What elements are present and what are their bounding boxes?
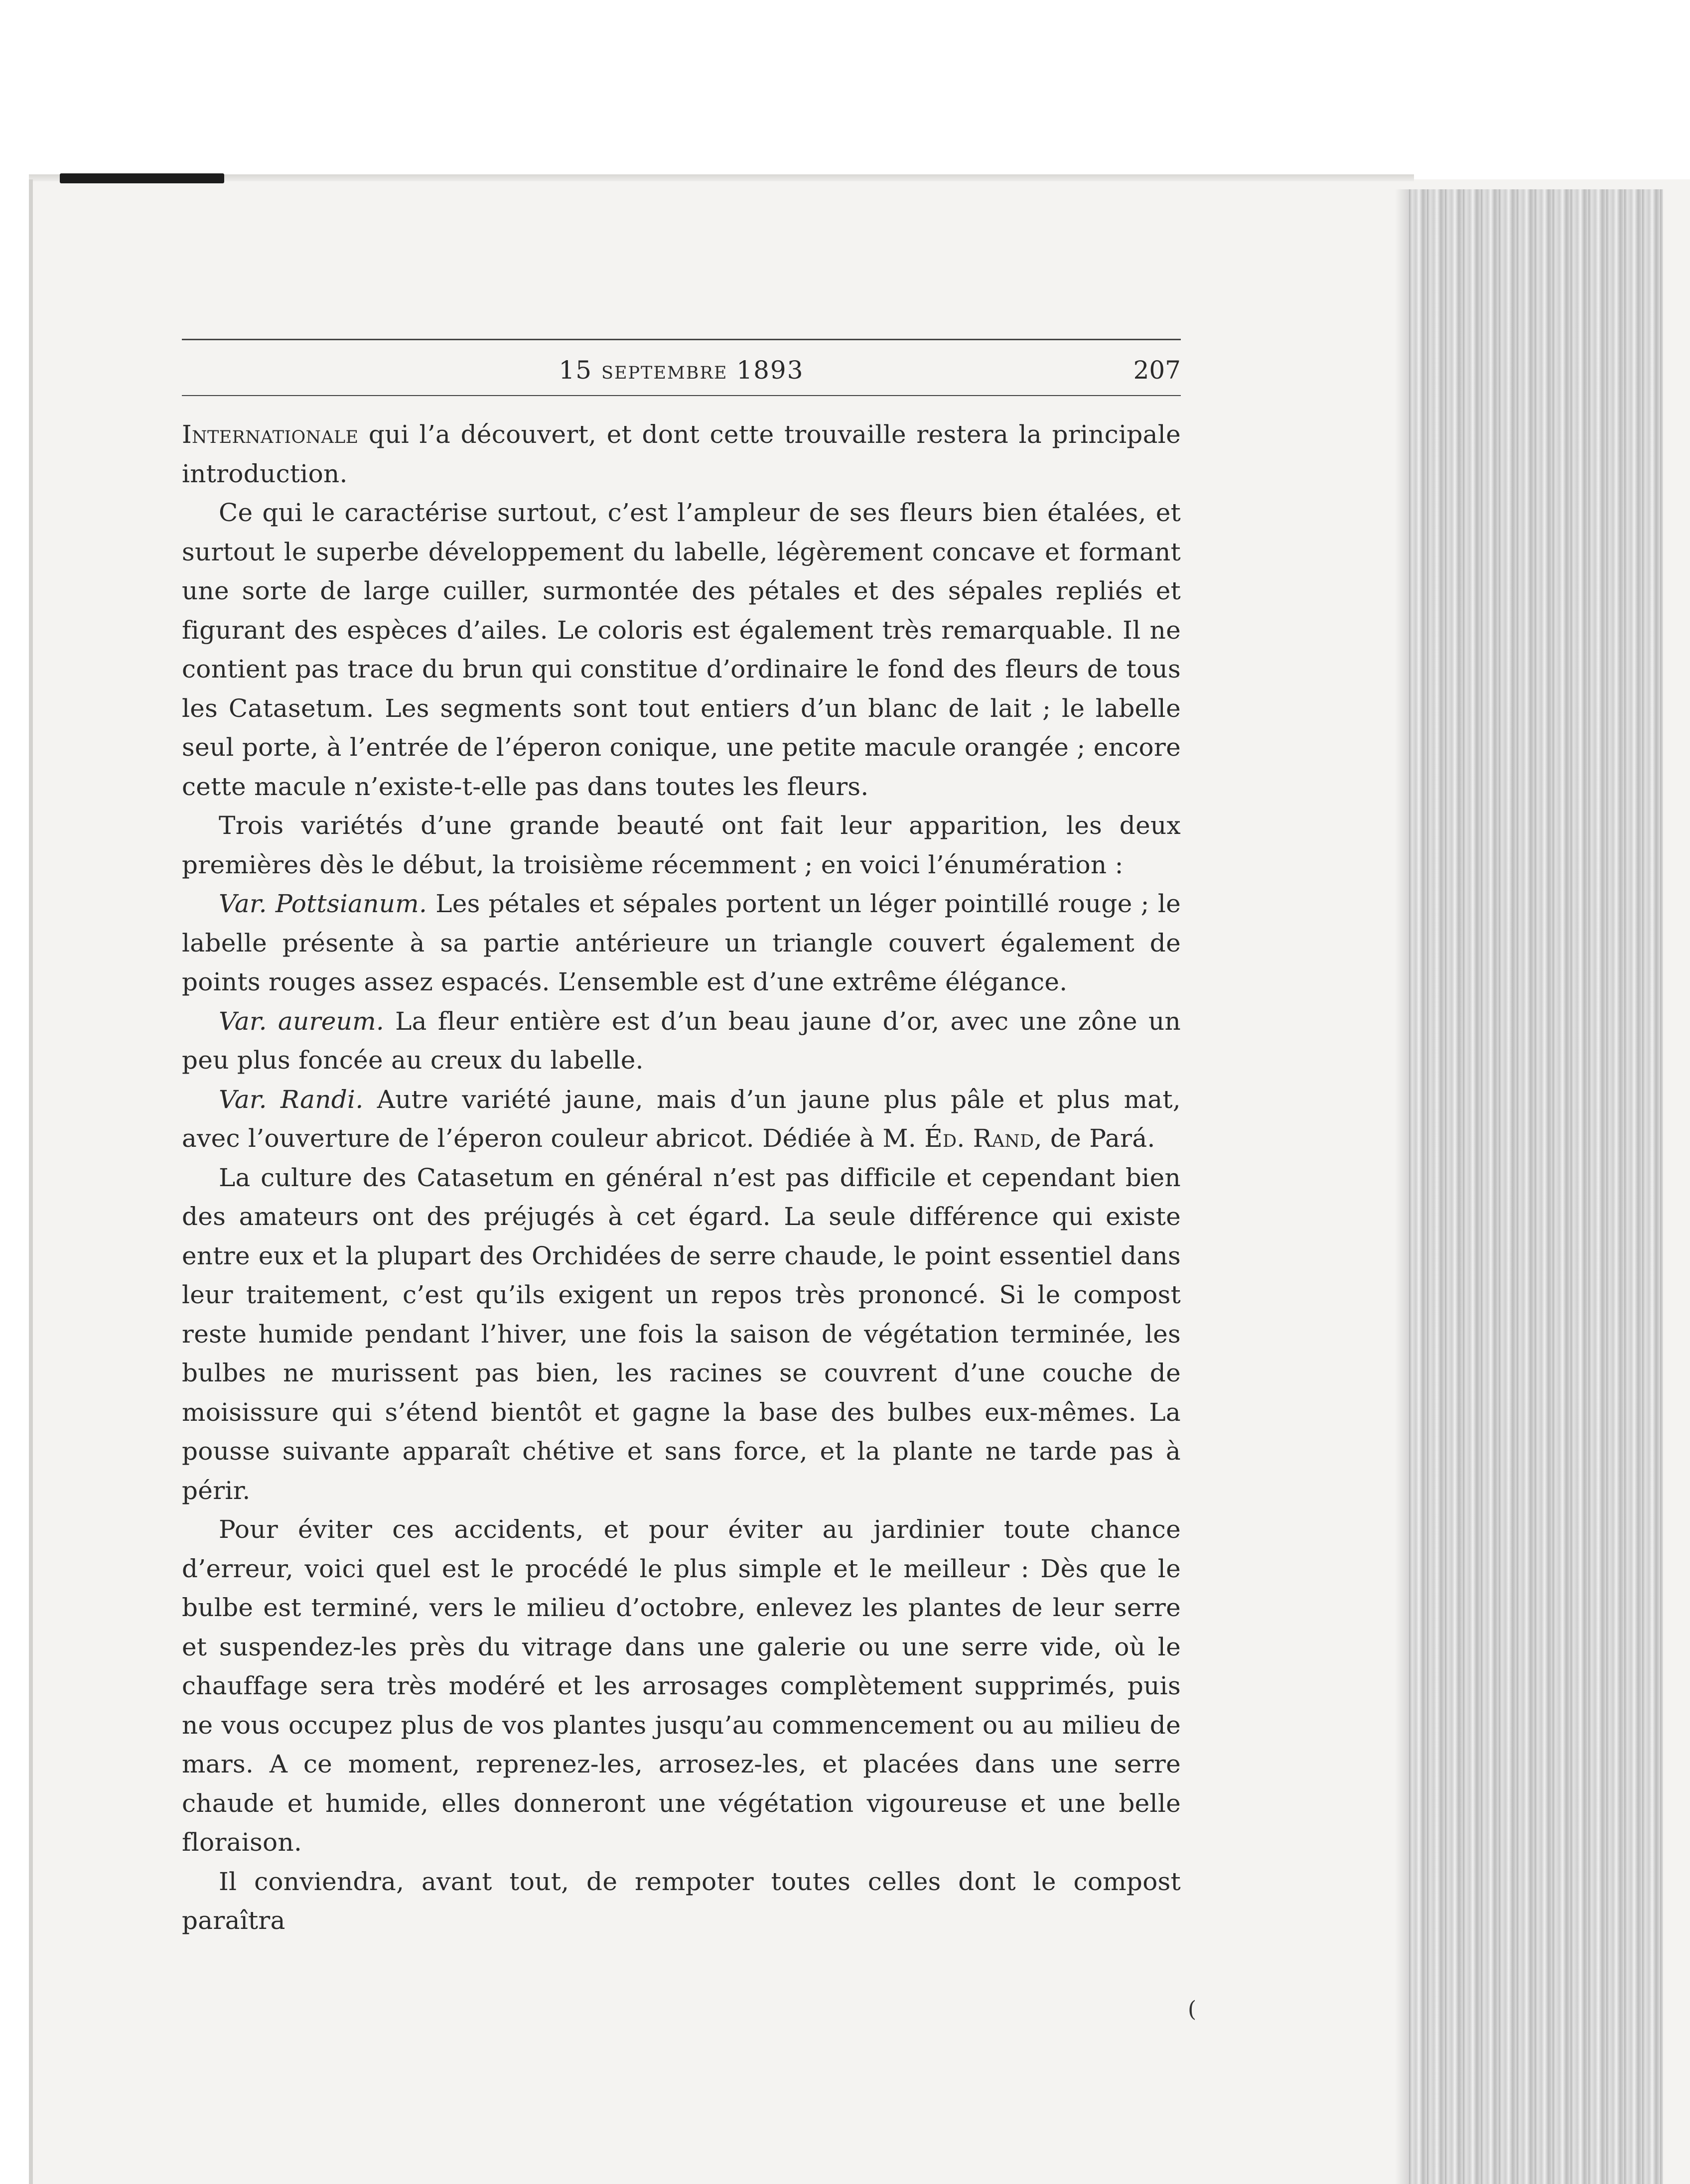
running-header	[182, 355, 1181, 385]
book-page	[182, 339, 1181, 1940]
paragraph-text: La culture des Catasetum en général n’est pas difficile et cependant bien des amateurs ont des préjugés à cet égard. La seule différence qui existe entre eux et la plupart des Orchidées de serre chaude, le point essentiel dans leur traitement, c’est qu’ils exigent un repos très prononcé. Si le compost reste humide pendant l’hiver, une fois la saison de végétation terminée, les bulbes ne murissent pas bien, les racines se couvrent d’une couche de moisissure qui s’étend bientôt et gagne la base des bulbes eux-mêmes. La pousse suivante apparaît chétive et sans force, et la plante ne tarde pas à périr.	[182, 1163, 1181, 1505]
paragraph-tail: , de Pará.	[1034, 1124, 1155, 1153]
paragraph-text: Pour éviter ces accidents, et pour éviter au jardinier toute chance d’erreur, voici quel est le procédé le plus simple et le meilleur : Dès que le bulbe est terminé, vers le milieu d’octobre, enlevez les plantes de leur serre et suspendez-les près du vitrage dans une galerie ou une serre vide, où le chauffage sera très modéré et les arrosages complètement supprimés, puis ne vous occupez plus de vos plantes jusqu’au commencement ou au milieu de mars. A ce moment, reprenez-les, arrosez-les, et placées dans une serre chaude et humide, elles donneront une végétation vigoureuse et une belle floraison.	[182, 1515, 1181, 1857]
variety-name: Var. Randi.	[219, 1085, 364, 1114]
stray-mark: (	[1188, 1997, 1197, 2022]
paragraph-lead: Internationale	[182, 420, 359, 449]
paragraph-7	[182, 1158, 1181, 1510]
body-text	[182, 415, 1181, 1940]
paragraph-9	[182, 1862, 1181, 1940]
scan-top-edge	[29, 174, 1414, 181]
paragraph-3	[182, 806, 1181, 884]
book-page-edges	[1409, 189, 1663, 2184]
paragraph-text: Autre variété jaune, mais d’un jaune plus pâle et plus mat, avec l’ouverture de l’éperon couleur abricot. Dédiée à M.	[182, 1085, 1181, 1153]
paragraph-text: Les pétales et sépales portent un léger pointillé rouge ; le labelle présente à sa partie antérieure un triangle couvert également de points rouges assez espacés. L’ensemble est d’une extrême élégance.	[182, 889, 1181, 996]
paragraph-2	[182, 493, 1181, 806]
paragraph-6	[182, 1080, 1181, 1158]
paragraph-5	[182, 1002, 1181, 1080]
paragraph-1	[182, 415, 1181, 493]
paragraph-text: Trois variétés d’une grande beauté ont fait leur apparition, les deux premières dès le début, la troisième récemment ; en voici l’énumération :	[182, 811, 1181, 879]
variety-name: Var. aureum.	[219, 1006, 385, 1036]
paragraph-text: La fleur entière est d’un beau jaune d’or, avec une zône un peu plus foncée au creux du labelle.	[182, 1006, 1181, 1075]
page-number: 207	[1133, 356, 1181, 385]
paragraph-4	[182, 884, 1181, 1002]
paragraph-text: Ce qui le caractérise surtout, c’est l’ampleur de ses fleurs bien étalées, et surtout le superbe développement du labelle, légèrement concave et formant une sorte de large cuiller, surmontée des pétales et des sépales repliés et figurant des espèces d’ailes. Le coloris est également très remarquable. Il ne contient pas trace du brun qui constitue d’ordinaire le fond des fleurs de tous les Catasetum. Les segments sont tout entiers d’un blanc de lait ; le labelle seul porte, à l’entrée de l’éperon conique, une petite macule orangée ; encore cette macule n’existe-t-elle pas dans toutes les fleurs.	[182, 498, 1181, 801]
variety-name: Var. Pottsianum.	[219, 889, 427, 918]
header-rule-bottom	[182, 395, 1181, 396]
person-name: Éd. Rand	[924, 1124, 1034, 1153]
paragraph-text: Il conviendra, avant tout, de rempoter toutes celles dont le compost paraîtra	[182, 1867, 1181, 1935]
page-left-edge	[29, 179, 33, 2184]
header-date: 15 septembre 1893	[559, 356, 804, 385]
binding-mark	[60, 173, 224, 183]
paragraph-text: qui l’a découvert, et dont cette trouvaille restera la principale introduction.	[182, 420, 1181, 488]
paragraph-8	[182, 1510, 1181, 1862]
header-rule-top	[182, 339, 1181, 340]
